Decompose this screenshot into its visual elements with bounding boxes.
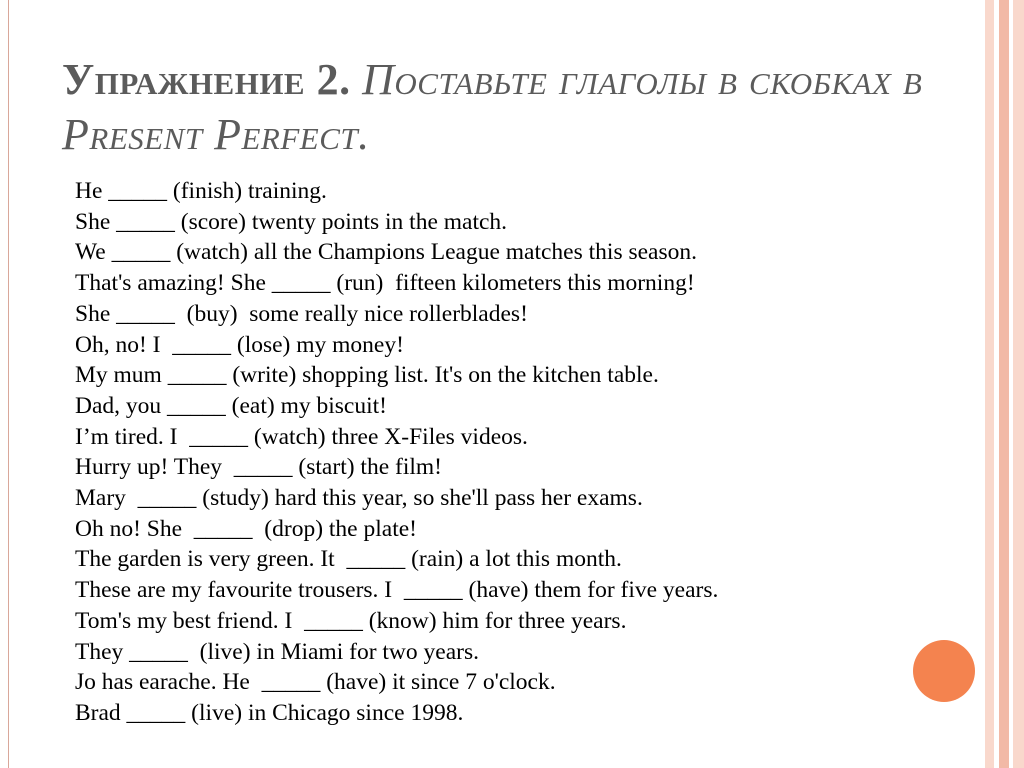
sentence-2: She _____ (score) twenty points in the match.: [75, 208, 508, 235]
slide-title: [62, 52, 942, 162]
sentence-1: He _____ (finish) training.: [75, 178, 327, 204]
sentence-16: They _____ (live) in Miami for two years.: [75, 638, 479, 665]
decorative-orange-circle: [913, 640, 975, 702]
sentence-9: I’m tired. I _____ (watch) three X-Files videos.: [75, 423, 528, 450]
stripe-3: [999, 0, 1009, 768]
sentence-7: My mum _____ (write) shopping list. It's on the kitchen table.: [75, 362, 659, 389]
sentence-12: Oh no! She _____ (drop) the plate!: [75, 515, 417, 542]
sentence-6: Oh, no! I _____ (lose) my money!: [75, 331, 404, 358]
sentence-4: That's amazing! She _____ (run) fifteen kilometers this morning!: [75, 270, 695, 297]
exercise-sentence-list: [75, 176, 718, 729]
sentence-14: These are my favourite trousers. I _____ (have) them for five years.: [75, 577, 719, 604]
stripe-1: [985, 0, 994, 768]
stripe-5: [1013, 0, 1024, 768]
sentence-13: The garden is very green. It _____ (rain) a lot this month.: [75, 546, 622, 573]
sentence-5: She _____ (buy) some really nice rollerblades!: [75, 300, 528, 327]
title-instruction: Поставьте глаголы в скобках в Present Perfect.: [62, 55, 923, 159]
sentence-18: Brad _____ (live) in Chicago since 1998.: [75, 699, 464, 726]
sentence-10: Hurry up! They _____ (start) the film!: [75, 454, 442, 481]
sentence-3: We _____ (watch) all the Champions League matches this season.: [75, 239, 697, 266]
sentence-15: Tom's my best friend. I _____ (know) him for three years.: [75, 607, 627, 634]
sentence-8: Dad, you _____ (eat) my biscuit!: [75, 392, 387, 419]
title-exercise-number: Упражнение 2.: [62, 55, 351, 104]
sentence-11: Mary _____ (study) hard this year, so she'll pass her exams.: [75, 485, 643, 512]
sentence-17: Jo has earache. He _____ (have) it since 7 o'clock.: [75, 669, 556, 696]
